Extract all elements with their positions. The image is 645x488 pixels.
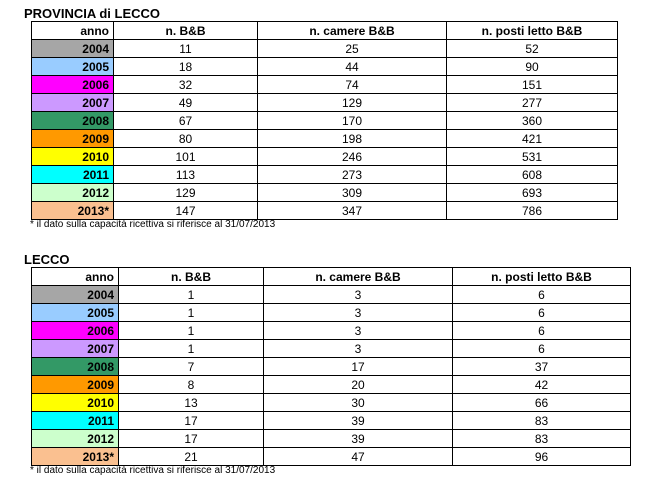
year-cell: 2013* bbox=[32, 448, 119, 466]
header-bb: n. B&B bbox=[114, 22, 258, 40]
header-posti: n. posti letto B&B bbox=[453, 268, 631, 286]
bb-cell: 18 bbox=[114, 58, 258, 76]
bb-cell: 32 bbox=[114, 76, 258, 94]
posti-cell: 6 bbox=[453, 286, 631, 304]
posti-cell: 6 bbox=[453, 304, 631, 322]
bb-cell: 80 bbox=[114, 130, 258, 148]
year-cell: 2008 bbox=[32, 358, 119, 376]
table-header-row bbox=[32, 22, 618, 40]
camere-cell: 39 bbox=[264, 430, 453, 448]
posti-cell: 531 bbox=[447, 148, 618, 166]
camere-cell: 20 bbox=[264, 376, 453, 394]
posti-cell: 52 bbox=[447, 40, 618, 58]
year-cell: 2010 bbox=[32, 394, 119, 412]
year-cell: 2012 bbox=[32, 184, 114, 202]
posti-cell: 421 bbox=[447, 130, 618, 148]
camere-cell: 3 bbox=[264, 340, 453, 358]
year-cell: 2005 bbox=[32, 58, 114, 76]
bb-cell: 11 bbox=[114, 40, 258, 58]
camere-cell: 3 bbox=[264, 286, 453, 304]
table-row bbox=[32, 58, 618, 76]
bb-cell: 13 bbox=[119, 394, 264, 412]
header-anno: anno bbox=[32, 22, 114, 40]
table-row bbox=[32, 40, 618, 58]
bb-cell: 113 bbox=[114, 166, 258, 184]
camere-cell: 17 bbox=[264, 358, 453, 376]
year-cell: 2006 bbox=[32, 76, 114, 94]
header-bb: n. B&B bbox=[119, 268, 264, 286]
posti-cell: 42 bbox=[453, 376, 631, 394]
camere-cell: 347 bbox=[258, 202, 447, 220]
table-row bbox=[32, 76, 618, 94]
year-cell: 2007 bbox=[32, 94, 114, 112]
year-cell: 2011 bbox=[32, 166, 114, 184]
bb-cell: 17 bbox=[119, 430, 264, 448]
posti-cell: 6 bbox=[453, 322, 631, 340]
camere-cell: 39 bbox=[264, 412, 453, 430]
camere-cell: 44 bbox=[258, 58, 447, 76]
bb-cell: 1 bbox=[119, 286, 264, 304]
posti-cell: 83 bbox=[453, 412, 631, 430]
year-cell: 2006 bbox=[32, 322, 119, 340]
posti-cell: 693 bbox=[447, 184, 618, 202]
posti-cell: 786 bbox=[447, 202, 618, 220]
footnote-provincia: * il dato sulla capacità ricettiva si riferisce al 31/07/2013 bbox=[30, 219, 276, 230]
table-row bbox=[32, 130, 618, 148]
camere-cell: 273 bbox=[258, 166, 447, 184]
table-row bbox=[32, 340, 631, 358]
posti-cell: 37 bbox=[453, 358, 631, 376]
section-title-lecco: LECCO bbox=[24, 252, 70, 267]
table-provincia bbox=[31, 21, 618, 220]
bb-cell: 129 bbox=[114, 184, 258, 202]
camere-cell: 3 bbox=[264, 322, 453, 340]
posti-cell: 360 bbox=[447, 112, 618, 130]
table-row bbox=[32, 448, 631, 466]
camere-cell: 74 bbox=[258, 76, 447, 94]
year-cell: 2004 bbox=[32, 40, 114, 58]
posti-cell: 277 bbox=[447, 94, 618, 112]
footnote-lecco: * il dato sulla capacità ricettiva si riferisce al 31/07/2013 bbox=[30, 465, 276, 476]
year-cell: 2009 bbox=[32, 376, 119, 394]
header-camere: n. camere B&B bbox=[264, 268, 453, 286]
bb-cell: 49 bbox=[114, 94, 258, 112]
year-cell: 2011 bbox=[32, 412, 119, 430]
table-row bbox=[32, 166, 618, 184]
camere-cell: 309 bbox=[258, 184, 447, 202]
bb-cell: 21 bbox=[119, 448, 264, 466]
table-row bbox=[32, 322, 631, 340]
posti-cell: 151 bbox=[447, 76, 618, 94]
camere-cell: 25 bbox=[258, 40, 447, 58]
table-row bbox=[32, 94, 618, 112]
year-cell: 2008 bbox=[32, 112, 114, 130]
year-cell: 2004 bbox=[32, 286, 119, 304]
camere-cell: 198 bbox=[258, 130, 447, 148]
camere-cell: 170 bbox=[258, 112, 447, 130]
table-header-row bbox=[32, 268, 631, 286]
year-cell: 2005 bbox=[32, 304, 119, 322]
table-row bbox=[32, 184, 618, 202]
camere-cell: 30 bbox=[264, 394, 453, 412]
camere-cell: 246 bbox=[258, 148, 447, 166]
bb-cell: 7 bbox=[119, 358, 264, 376]
table-row bbox=[32, 430, 631, 448]
bb-cell: 1 bbox=[119, 304, 264, 322]
bb-cell: 8 bbox=[119, 376, 264, 394]
bb-cell: 67 bbox=[114, 112, 258, 130]
header-camere: n. camere B&B bbox=[258, 22, 447, 40]
camere-cell: 129 bbox=[258, 94, 447, 112]
bb-cell: 147 bbox=[114, 202, 258, 220]
year-cell: 2010 bbox=[32, 148, 114, 166]
table-row bbox=[32, 412, 631, 430]
section-title-provincia: PROVINCIA di LECCO bbox=[24, 6, 161, 21]
table-row bbox=[32, 304, 631, 322]
posti-cell: 83 bbox=[453, 430, 631, 448]
camere-cell: 3 bbox=[264, 304, 453, 322]
camere-cell: 47 bbox=[264, 448, 453, 466]
table-row bbox=[32, 286, 631, 304]
posti-cell: 96 bbox=[453, 448, 631, 466]
table-row bbox=[32, 148, 618, 166]
year-cell: 2009 bbox=[32, 130, 114, 148]
posti-cell: 90 bbox=[447, 58, 618, 76]
posti-cell: 6 bbox=[453, 340, 631, 358]
table-row bbox=[32, 202, 618, 220]
bb-cell: 17 bbox=[119, 412, 264, 430]
table-row bbox=[32, 394, 631, 412]
header-posti: n. posti letto B&B bbox=[447, 22, 618, 40]
year-cell: 2013* bbox=[32, 202, 114, 220]
year-cell: 2007 bbox=[32, 340, 119, 358]
bb-cell: 101 bbox=[114, 148, 258, 166]
posti-cell: 608 bbox=[447, 166, 618, 184]
bb-cell: 1 bbox=[119, 340, 264, 358]
year-cell: 2012 bbox=[32, 430, 119, 448]
bb-cell: 1 bbox=[119, 322, 264, 340]
table-row bbox=[32, 358, 631, 376]
table-row bbox=[32, 112, 618, 130]
header-anno: anno bbox=[32, 268, 119, 286]
table-row bbox=[32, 376, 631, 394]
table-lecco bbox=[31, 267, 631, 466]
posti-cell: 66 bbox=[453, 394, 631, 412]
